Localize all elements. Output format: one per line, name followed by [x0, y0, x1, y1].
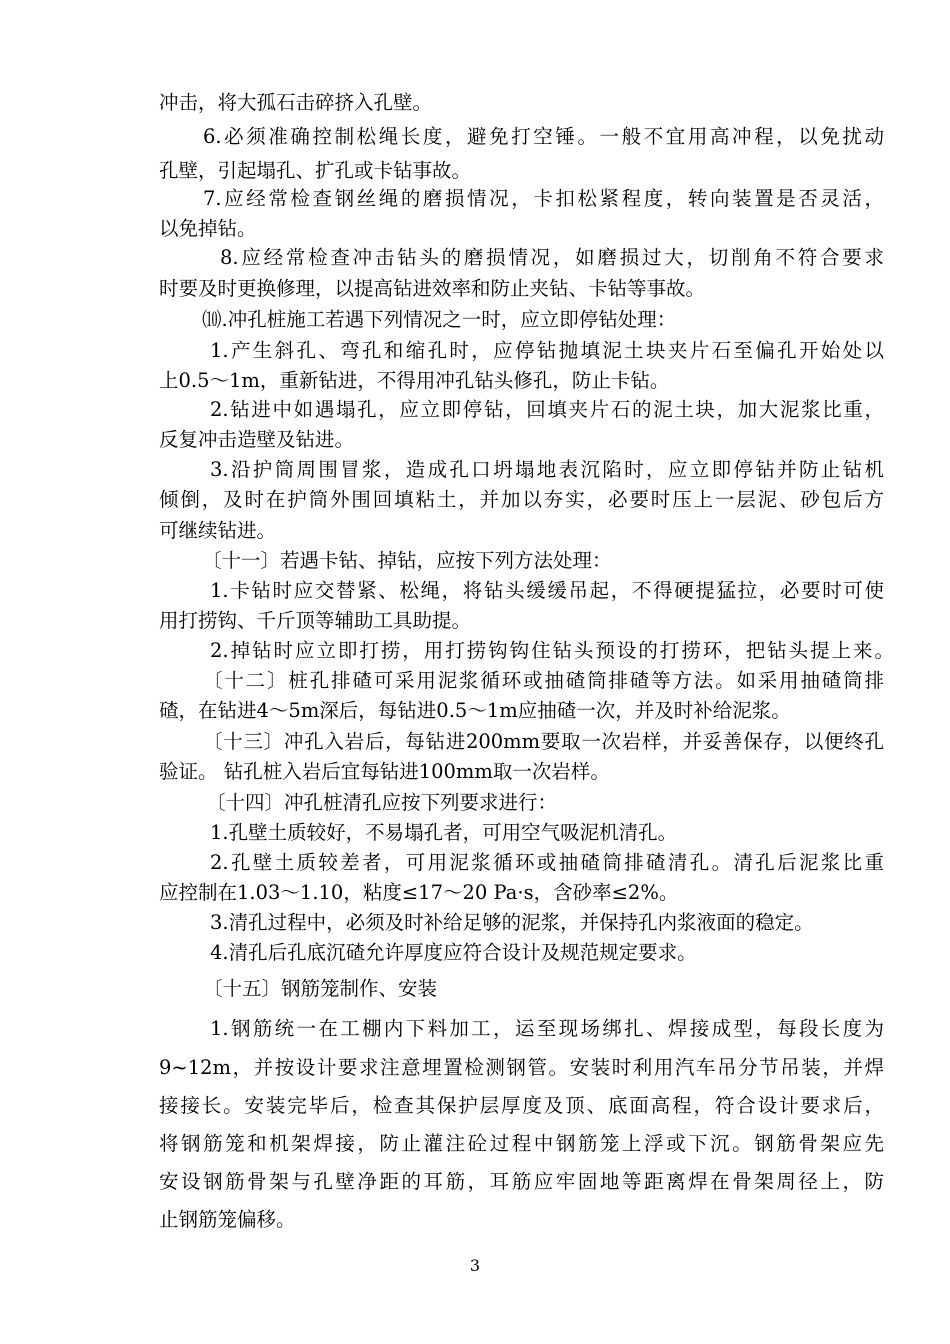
text-line: 冲击，将大孤石击碎挤入孔壁。: [159, 91, 433, 114]
text-line: 时要及时更换修理，以提高钻进效率和防止夹钻、卡钻等事故。: [159, 277, 706, 300]
text-line: 1.孔壁土质较好，不易塌孔者，可用空气吸泥机清孔。: [210, 821, 678, 844]
text-line: 孔壁，引起塌孔、扩孔或卡钻事故。: [159, 159, 472, 182]
text-line: 验证。 钻孔桩入岩后宜每钻进100mm取一次岩样。: [159, 760, 610, 783]
text-line: 可继续钻进。: [159, 519, 277, 542]
text-line: 1.钢筋统一在工棚内下料加工，运至现场绑扎、焊接成型，每段长度为: [210, 1017, 884, 1040]
text-line: 1.卡钻时应交替紧、松绳，将钻头缓缓吊起，不得硬提猛拉，必要时可使: [210, 579, 884, 602]
text-line: 接接长。安装完毕后，检查其保护层厚度及顶、底面高程，符合设计要求后，: [159, 1094, 884, 1117]
text-line: 9~12m，并按设计要求注意埋置检测钢管。安装时利用汽车吊分节吊装，并焊: [159, 1056, 884, 1079]
text-line: 倾倒，及时在护筒外围回填粘土，并加以夯实，必要时压上一层泥、砂包后方: [159, 488, 884, 511]
text-line: 1.产生斜孔、弯孔和缩孔时，应停钻抛填泥土块夹片石至偏孔开始处以: [210, 339, 884, 362]
section-heading: ⑽.冲孔桩施工若遇下列情况之一时，应立即停钻处理：: [202, 308, 677, 331]
section-heading: 〔十四〕冲孔桩清孔应按下列要求进行：: [206, 791, 558, 814]
text-line: 止钢筋笼偏移。: [159, 1208, 296, 1231]
text-line: 4.清孔后孔底沉碴允许厚度应符合设计及规范规定要求。: [210, 941, 697, 964]
text-line: 将钢筋笼和机架焊接，防止灌注砼过程中钢筋笼上浮或下沉。钢筋骨架应先: [159, 1132, 884, 1155]
text-line: 以免掉钻。: [159, 217, 257, 240]
section-heading: 〔十五〕钢筋笼制作、安装: [203, 977, 438, 1000]
section-heading: 〔十一〕若遇卡钻、掉钻，应按下列方法处理：: [202, 549, 612, 572]
text-line: 反复冲击造壁及钻进。: [159, 428, 355, 451]
text-line: 6.必须准确控制松绳长度，避免打空锤。一般不宜用高冲程，以免扰动: [203, 125, 884, 148]
text-line: 8.应经常检查冲击钻头的磨损情况，如磨损过大，切削角不符合要求: [220, 246, 884, 269]
text-line: 用打捞钩、千斤顶等辅助工具助提。: [159, 609, 472, 632]
text-line: 7.应经常检查钢丝绳的磨损情况，卡扣松紧程度，转向装置是否灵活，: [203, 187, 884, 210]
text-line: 2.孔壁土质较差者，可用泥浆循环或抽碴筒排碴清孔。清孔后泥浆比重: [210, 851, 884, 874]
text-line: 3.清孔过程中，必须及时补给足够的泥浆，并保持孔内浆液面的稳定。: [210, 911, 814, 934]
text-line: 3.沿护筒周围冒浆，造成孔口坍塌地表沉陷时，应立即停钻并防止钻机: [210, 458, 884, 481]
section-heading: 〔十三〕冲孔入岩后，每钻进200mm要取一次岩样，并妥善保存，以便终孔: [203, 730, 884, 753]
text-line: 应控制在1.03～1.10，粘度≤17～20 Pa·s，含砂率≤2%。: [159, 881, 679, 904]
text-line: 碴，在钻进4～5m深后，每钻进0.5～1m应抽碴一次，并及时补给泥浆。: [159, 699, 791, 722]
section-heading: 〔十二〕桩孔排碴可采用泥浆循环或抽碴筒排碴等方法。如采用抽碴筒排: [203, 669, 884, 692]
text-line: 安设钢筋骨架与孔壁净距的耳筋，耳筋应牢固地等距离焊在骨架周径上，防: [159, 1170, 884, 1193]
text-line: 2.钻进中如遇塌孔，应立即停钻，回填夹片石的泥土块，加大泥浆比重，: [210, 398, 884, 421]
page-number: 3: [469, 1256, 481, 1275]
text-line: 2.掉钻时应立即打捞，用打捞钩钩住钻头预设的打捞环，把钻头提上来。: [210, 639, 894, 662]
text-line: 上0.5～1m，重新钻进，不得用冲孔钻头修孔，防止卡钻。: [159, 369, 670, 392]
